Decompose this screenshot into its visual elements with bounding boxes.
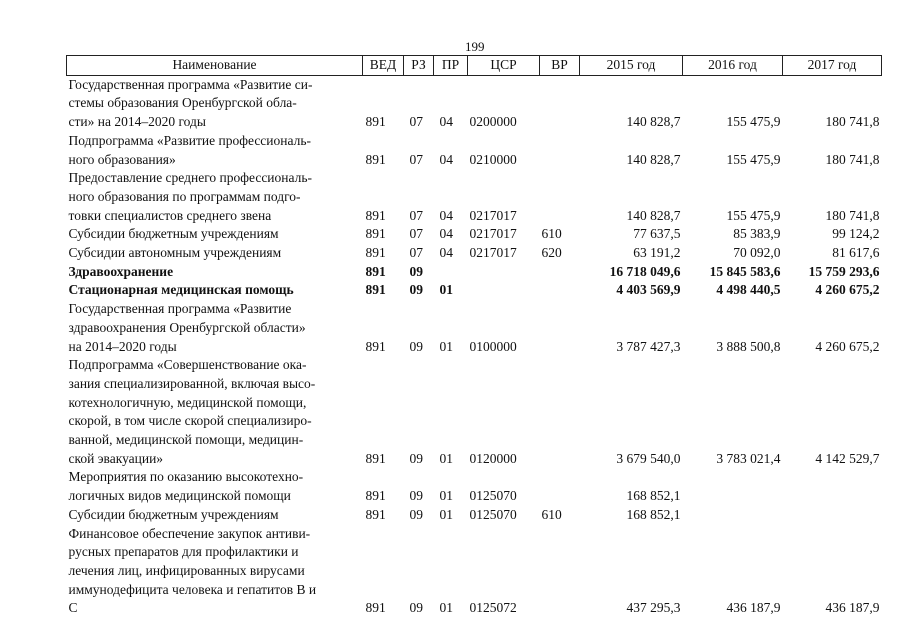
row-vr: 610 — [541, 226, 562, 242]
row-2017 — [783, 468, 882, 505]
row-vr — [540, 356, 580, 468]
row-pr: 04 — [439, 114, 453, 130]
header-2016: 2016 год — [683, 56, 783, 76]
row-2015: 3 679 540,0 — [616, 450, 681, 466]
row-2015: 140 828,7 — [626, 151, 681, 167]
header-pr: ПР — [434, 56, 468, 76]
row-ved: 891 — [365, 338, 386, 354]
row-vr: 620 — [541, 245, 562, 261]
row-ved: 891 — [365, 151, 386, 167]
row-vr — [540, 263, 580, 282]
row-2015: 140 828,7 — [626, 114, 681, 130]
row-csr: 0125070 — [469, 506, 517, 522]
row-rz: 09 — [409, 263, 423, 279]
table-row — [67, 506, 882, 525]
row-rz: 07 — [409, 245, 423, 261]
row-name: Субсидии бюджетным учреждениям — [68, 226, 279, 242]
row-pr: 04 — [439, 245, 453, 261]
row-2016 — [683, 506, 783, 525]
row-2016: 3 888 500,8 — [716, 338, 781, 354]
table-row — [67, 244, 882, 263]
row-2015: 4 403 569,9 — [616, 282, 681, 298]
row-2017: 15 759 293,6 — [808, 263, 880, 279]
row-2015: 140 828,7 — [626, 207, 681, 223]
row-csr: 0217017 — [469, 226, 517, 242]
row-ved: 891 — [365, 263, 386, 279]
row-pr: 01 — [439, 488, 453, 504]
row-name: Финансовое обеспечение закупок антиви- русных препаратов для профилактики и лечения лиц, инфицированных вирусами иммунодефицита человека и гепатитов В и С — [68, 525, 317, 616]
row-csr: 0217017 — [469, 207, 517, 223]
row-rz: 07 — [409, 151, 423, 167]
row-2016: 3 783 021,4 — [716, 450, 781, 466]
row-vr — [540, 132, 580, 169]
row-pr — [434, 263, 468, 282]
row-ved: 891 — [365, 245, 386, 261]
table-row — [67, 300, 882, 356]
row-pr: 04 — [439, 226, 453, 242]
row-rz: 09 — [409, 338, 423, 354]
header-2017: 2017 год — [783, 56, 882, 76]
row-name: Государственная программа «Развитие здравоохранения Оренбургской области» на 2014–2020 годы — [68, 301, 306, 354]
row-name: Здравоохранение — [68, 263, 174, 279]
row-pr: 04 — [439, 151, 453, 167]
row-vr — [540, 169, 580, 225]
row-2016: 15 845 583,6 — [709, 263, 781, 279]
header-ved: ВЕД — [363, 56, 404, 76]
row-name: Мероприятия по оказанию высокотехно- логичных видов медицинской помощи — [68, 469, 304, 504]
budget-table — [66, 55, 882, 618]
row-vr — [540, 525, 580, 619]
row-csr: 0217017 — [469, 245, 517, 261]
row-2016: 85 383,9 — [733, 226, 781, 242]
row-pr: 01 — [439, 282, 453, 298]
row-pr: 01 — [439, 338, 453, 354]
header-csr: ЦСР — [468, 56, 540, 76]
row-ved: 891 — [365, 282, 386, 298]
table-row — [67, 75, 882, 132]
table-row — [67, 132, 882, 169]
row-pr: 01 — [439, 450, 453, 466]
row-2015: 63 191,2 — [633, 245, 681, 261]
row-name: Субсидии бюджетным учреждениям — [68, 506, 279, 522]
table-row — [67, 356, 882, 468]
row-vr — [540, 468, 580, 505]
row-2017: 4 260 675,2 — [815, 282, 880, 298]
row-2017: 436 187,9 — [825, 600, 880, 616]
row-vr — [540, 281, 580, 300]
row-2017: 4 260 675,2 — [815, 338, 880, 354]
row-csr — [468, 281, 540, 300]
header-name: Наименование — [67, 56, 363, 76]
table-body — [67, 75, 882, 618]
row-name: Подпрограмма «Развитие профессиональ- ного образования» — [68, 132, 311, 167]
row-pr: 01 — [439, 600, 453, 616]
row-2016: 436 187,9 — [726, 600, 781, 616]
row-vr — [540, 75, 580, 132]
row-ved: 891 — [365, 506, 386, 522]
row-ved: 891 — [365, 600, 386, 616]
row-vr: 610 — [541, 506, 562, 522]
row-csr — [468, 263, 540, 282]
row-2017 — [783, 506, 882, 525]
header-vr: ВР — [540, 56, 580, 76]
row-2015: 3 787 427,3 — [616, 338, 681, 354]
row-2016 — [683, 468, 783, 505]
row-csr: 0100000 — [469, 338, 517, 354]
row-name: Подпрограмма «Совершенствование ока- зания специализированной, включая высо- котехнологичную, медицинской помощи, скорой, в том числе скорой специализиро- ванной, медицинской помощи, медицин- ской эвакуации» — [68, 357, 316, 466]
row-csr: 0125070 — [469, 488, 517, 504]
row-2015: 168 852,1 — [626, 488, 681, 504]
row-ved: 891 — [365, 226, 386, 242]
row-ved: 891 — [365, 207, 386, 223]
table-row — [67, 468, 882, 505]
row-ved: 891 — [365, 450, 386, 466]
row-name: Государственная программа «Развитие си- стемы образования Оренбургской обла- сти» на 2014–2020 годы — [68, 76, 313, 130]
row-pr: 04 — [439, 207, 453, 223]
row-pr: 01 — [439, 506, 453, 522]
header-2015: 2015 год — [580, 56, 683, 76]
table-row — [67, 263, 882, 282]
row-csr: 0125072 — [469, 600, 517, 616]
row-csr: 0210000 — [469, 151, 517, 167]
row-rz: 09 — [409, 282, 423, 298]
row-vr — [540, 300, 580, 356]
row-csr: 0120000 — [469, 450, 517, 466]
table-header-row — [67, 56, 882, 76]
row-rz: 09 — [409, 488, 423, 504]
row-2017: 180 741,8 — [825, 114, 880, 130]
row-name: Субсидии автономным учреждениям — [68, 245, 282, 261]
row-2015: 168 852,1 — [626, 506, 681, 522]
page-number: 199 — [465, 39, 485, 54]
row-2017: 81 617,6 — [832, 245, 880, 261]
row-rz: 09 — [409, 600, 423, 616]
table-row — [67, 225, 882, 244]
row-2015: 437 295,3 — [626, 600, 681, 616]
row-rz: 07 — [409, 207, 423, 223]
row-2016: 155 475,9 — [726, 207, 781, 223]
row-2017: 180 741,8 — [825, 207, 880, 223]
row-ved: 891 — [365, 488, 386, 504]
row-ved: 891 — [365, 114, 386, 130]
row-name: Предоставление среднего профессиональ- ного образования по программам подго- товки специалистов среднего звена — [68, 170, 313, 223]
row-name: Стационарная медицинская помощь — [68, 282, 294, 298]
row-rz: 09 — [409, 450, 423, 466]
row-2016: 70 092,0 — [733, 245, 781, 261]
row-2017: 180 741,8 — [825, 151, 880, 167]
row-2017: 4 142 529,7 — [815, 450, 880, 466]
row-2016: 4 498 440,5 — [716, 282, 781, 298]
row-2016: 155 475,9 — [726, 151, 781, 167]
table-row — [67, 169, 882, 225]
row-rz: 07 — [409, 114, 423, 130]
row-2016: 155 475,9 — [726, 114, 781, 130]
header-rz: РЗ — [404, 56, 434, 76]
row-csr: 0200000 — [469, 114, 517, 130]
table-row — [67, 525, 882, 619]
table-row — [67, 281, 882, 300]
row-2015: 77 637,5 — [633, 226, 681, 242]
row-2017: 99 124,2 — [832, 226, 880, 242]
row-2015: 16 718 049,6 — [609, 263, 681, 279]
row-rz: 07 — [409, 226, 423, 242]
row-rz: 09 — [409, 506, 423, 522]
